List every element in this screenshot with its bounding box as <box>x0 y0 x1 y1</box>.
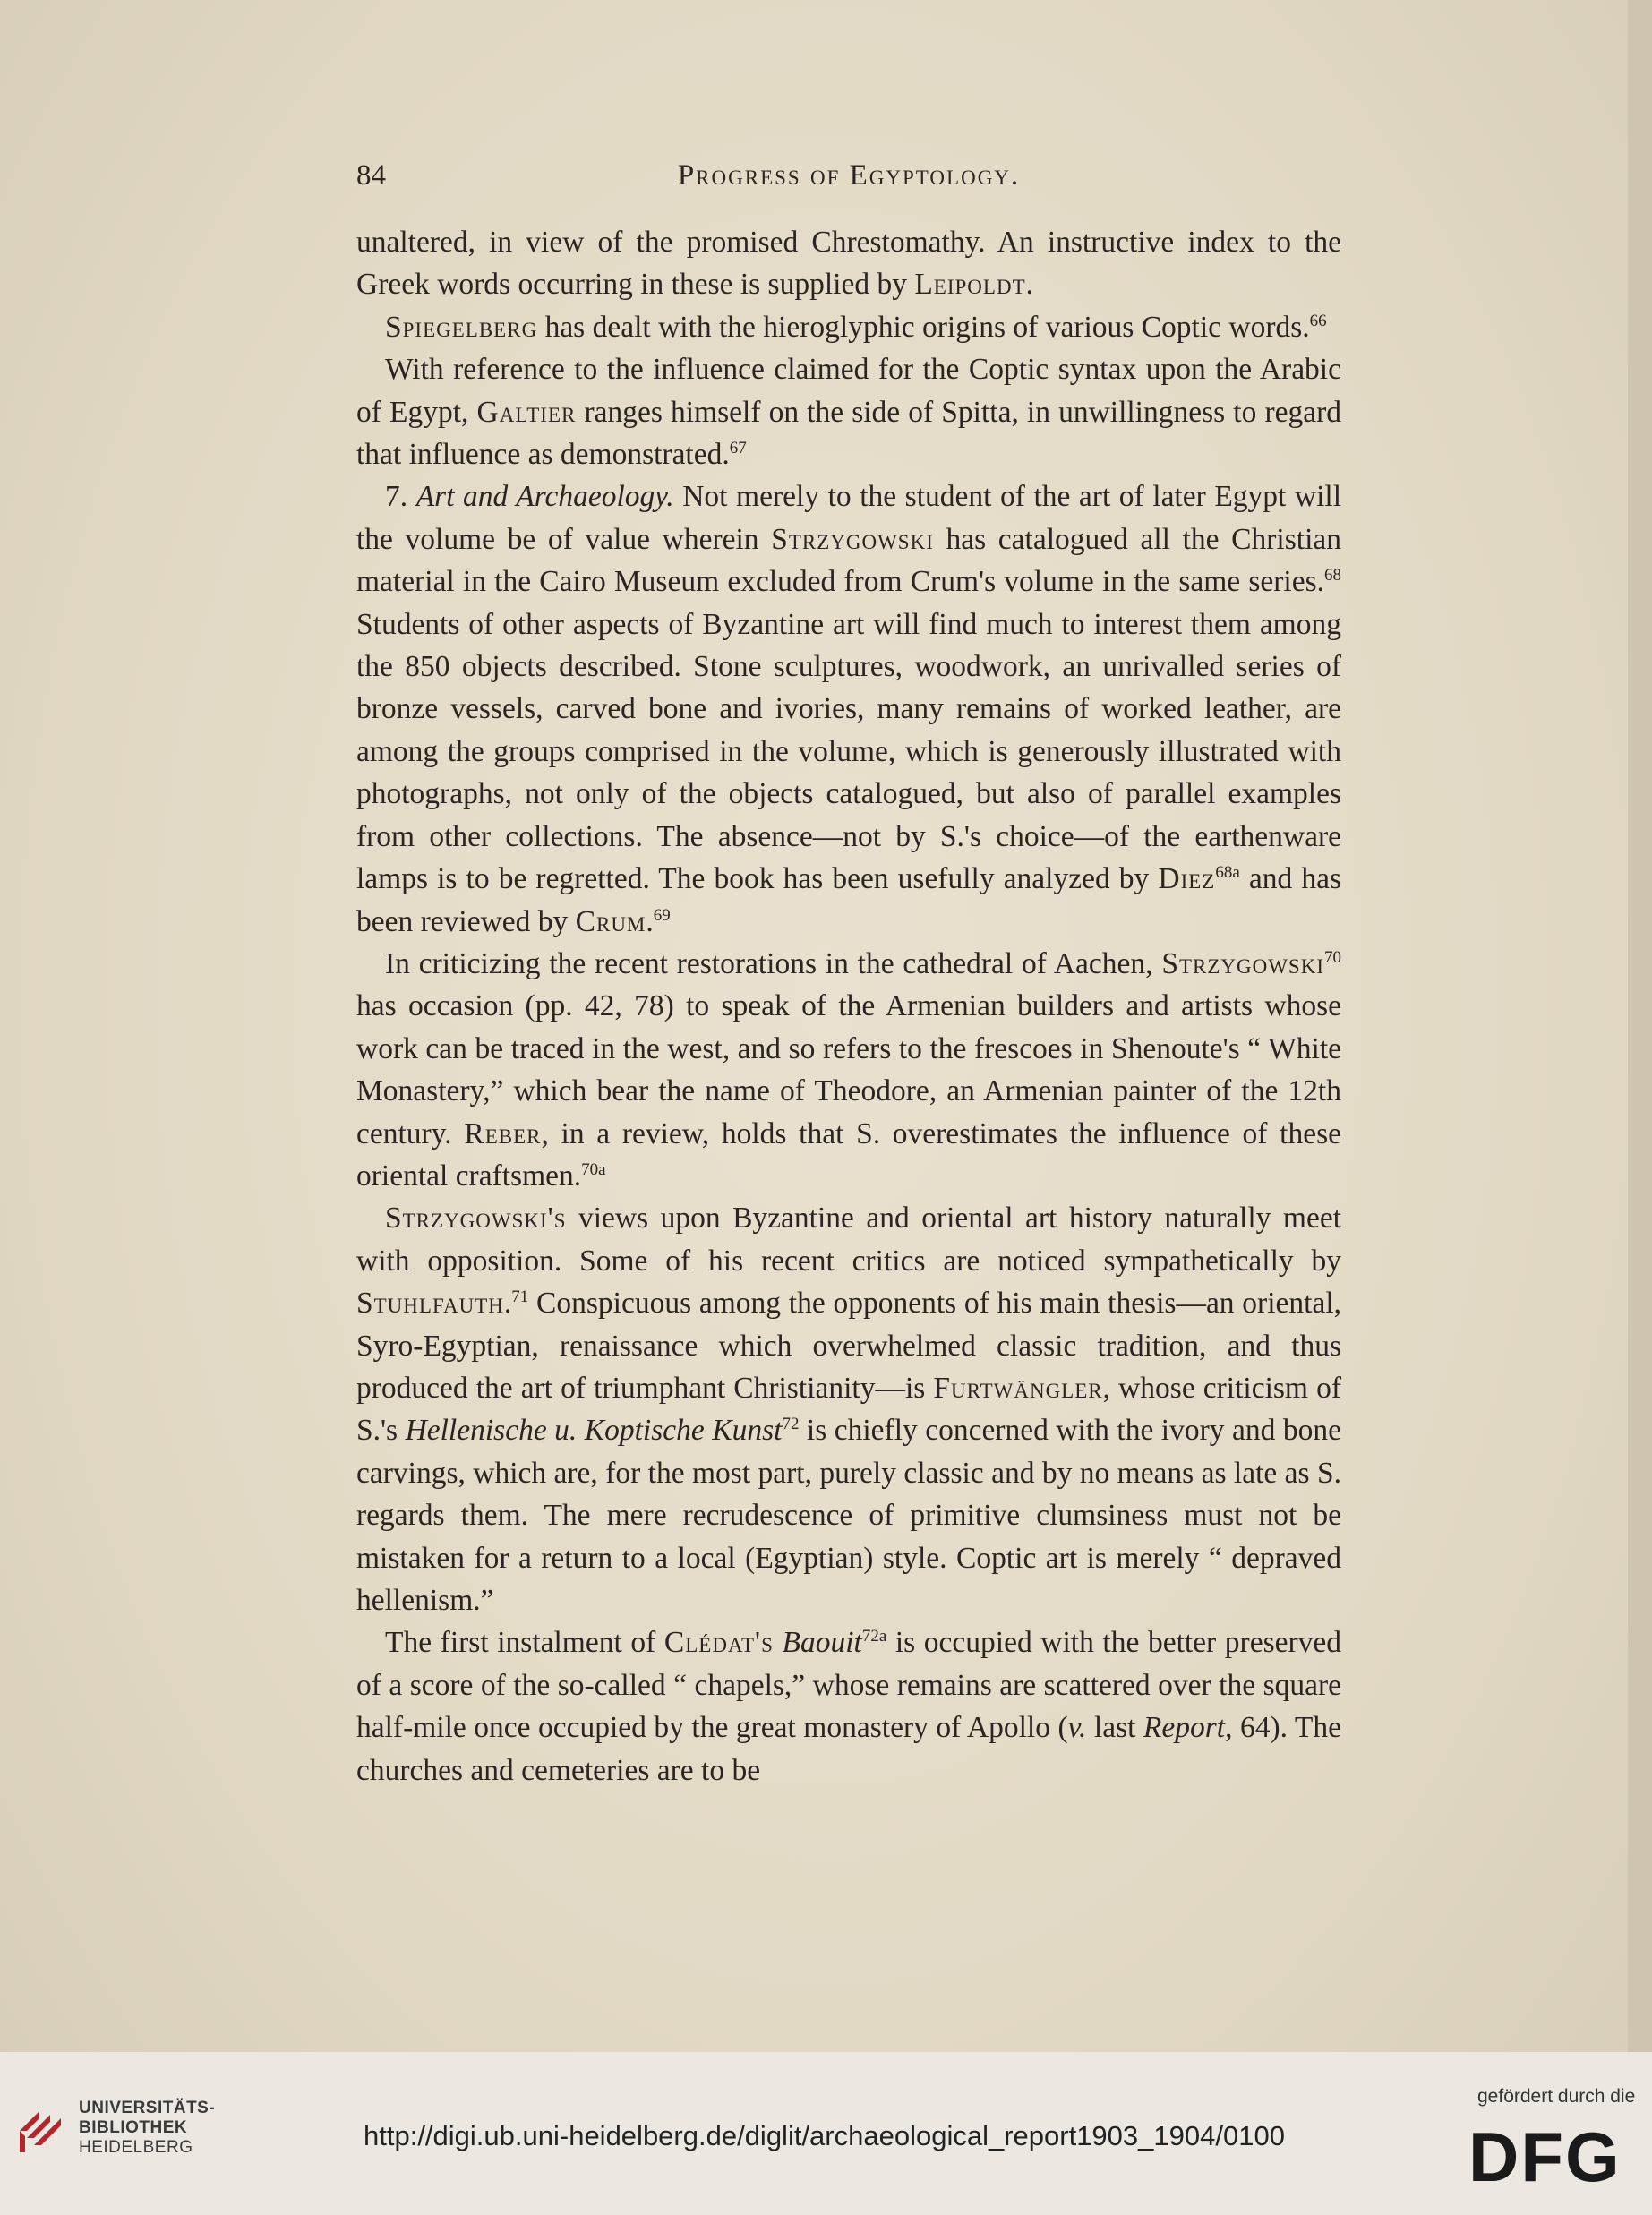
text-run: , in a review, holds that S. overestimates the influence of these oriental craftsmen. <box>356 1116 1341 1193</box>
author-name: Strzygowski's <box>385 1202 567 1236</box>
author-name: Crum <box>575 904 646 938</box>
text-run: has occasion (pp. 42, 78) to speak of the Armenian builders and artists whose work can be traced in the west, and so refers to the frescoes in Shenoute's “ White Monastery,” which bear the name of Theodore, an Armenian painter of the 12th century. <box>356 989 1341 1150</box>
paragraph <box>356 306 1341 348</box>
author-name: Diez <box>1158 862 1216 896</box>
dfg-logo: DFG <box>1468 2117 1622 2196</box>
text-run: . <box>503 1287 512 1321</box>
author-name: Clédat's <box>663 1626 774 1660</box>
permalink-url[interactable]: http://digi.ub.uni-heidelberg.de/diglit/archaeological_report1903_1904/0100 <box>364 2120 1285 2151</box>
text-run: . <box>646 904 654 938</box>
text-run: , 64). The churches and cemeteries are to be <box>356 1711 1341 1787</box>
library-name-line: HEIDELBERG <box>79 2138 193 2157</box>
text-run: . <box>1025 268 1034 302</box>
footnote-ref: 68 <box>1324 566 1341 586</box>
running-title: Progress of Egyptology. <box>677 159 1021 192</box>
footnote-ref: 69 <box>653 905 671 925</box>
footnote-ref: 70 <box>1324 947 1341 967</box>
text-run: is chiefly concerned with the ivory and bone carvings, which are, for the most part, purely classic and by no means as late as S. regards them. The mere recrudescence of primitive clumsiness must not be mistaken for a return to a local (Egyptian) style. Coptic art is merely “ depraved hellenism.” <box>356 1414 1341 1617</box>
text-run: , whose criticism of S.'s <box>356 1371 1341 1448</box>
text-run: Not merely to the student of the art of later Egypt will the volume be of value wherein <box>356 480 1342 556</box>
body-text <box>356 221 1341 1792</box>
funding-label: gefördert durch die <box>1477 2086 1636 2107</box>
library-name-line: BIBLIOTHEK <box>79 2118 188 2137</box>
work-title: Baouit <box>782 1626 862 1660</box>
text-run: The first instalment of <box>385 1626 664 1660</box>
paragraph <box>356 943 1341 1197</box>
page-number: 84 <box>356 159 386 192</box>
library-logo-icon <box>13 2097 66 2159</box>
author-name: Strzygowski <box>1161 946 1324 980</box>
text-run: v. <box>1067 1711 1087 1745</box>
section-number: 7. <box>385 480 416 514</box>
footnote-ref: 66 <box>1309 311 1327 330</box>
footnote-ref: 68a <box>1215 862 1240 882</box>
text-run: Conspicuous among the opponents of his main thesis—an oriental, Syro-Egyptian, renaissance which overwhelmed classic tradition, and thus produced the art of triumphant Christianity—is <box>356 1287 1341 1405</box>
footnote-ref: 71 <box>511 1287 529 1306</box>
text-run: In criticizing the recent restorations in the cathedral of Aachen, <box>385 946 1162 980</box>
paragraph <box>356 221 1341 306</box>
paragraph <box>356 475 1341 942</box>
footnote-ref: 67 <box>729 438 747 458</box>
text-run: Students of other aspects of Byzantine art will find much to interest them among the 850 objects described. Stone sculptures, woodwork, an unrivalled series of bronze vessels, carved bone and ivories, many remains of worked leather, are among the groups comprised in the volume, which is generously illustrated with photographs, not only of the objects catalogued, but also of parallel examples from other collections. The absence—not by S.'s choice—of the earthenware lamps is to be regretted. The book has been usefully analyzed by <box>356 607 1341 896</box>
author-name: Reber <box>464 1116 542 1150</box>
library-name-line: UNIVERSITÄTS- <box>79 2099 216 2117</box>
author-name: Leipoldt <box>914 268 1026 302</box>
author-name: Galtier <box>476 395 577 429</box>
text-run: last <box>1086 1711 1143 1745</box>
text-run: With reference to the influence claimed for the Coptic syntax upon the Arabic of Egypt, <box>356 353 1341 429</box>
author-name: Strzygowski <box>771 522 934 556</box>
footnote-ref: 72a <box>861 1627 887 1646</box>
author-name: Spiegelberg <box>385 310 538 344</box>
work-title: Report <box>1143 1711 1226 1745</box>
text-run: and has been reviewed by <box>356 862 1341 938</box>
page-header <box>356 159 1341 204</box>
paragraph <box>356 348 1341 475</box>
text-run: has catalogued all the Christian material in the Cairo Museum excluded from Crum's volume in the same series. <box>356 522 1342 599</box>
text-run: has dealt with the hieroglyphic origins of various Coptic words. <box>537 310 1310 344</box>
viewer-footer <box>0 2052 1652 2215</box>
text-run: is occupied with the better preserved of a score of the so-called “ chapels,” whose remains are scattered over the square half-mile once occupied by the great monastery of Apollo ( <box>356 1626 1342 1745</box>
work-title: Hellenische u. Koptische Kunst <box>405 1414 783 1448</box>
footnote-ref: 70a <box>581 1159 606 1179</box>
library-name <box>79 2099 215 2158</box>
paragraph <box>356 1197 1341 1621</box>
paragraph <box>356 1621 1341 1792</box>
section-heading: Art and Archaeology. <box>415 480 674 514</box>
text-run: ranges himself on the side of Spitta, in unwillingness to regard that influence as demonstrated. <box>356 395 1341 472</box>
author-name: Stuhlfauth <box>356 1287 504 1321</box>
page-gutter <box>1628 0 1652 2215</box>
text-run: views upon Byzantine and oriental art history naturally meet with opposition. Some of his recent critics are noticed sympathetically by <box>356 1202 1341 1278</box>
text-run: unaltered, in view of the promised Chrestomathy. An instructive index to the Greek words occurring in these is supplied by <box>356 226 1341 302</box>
footnote-ref: 72 <box>782 1415 800 1434</box>
author-name: Furtwängler <box>933 1371 1103 1405</box>
